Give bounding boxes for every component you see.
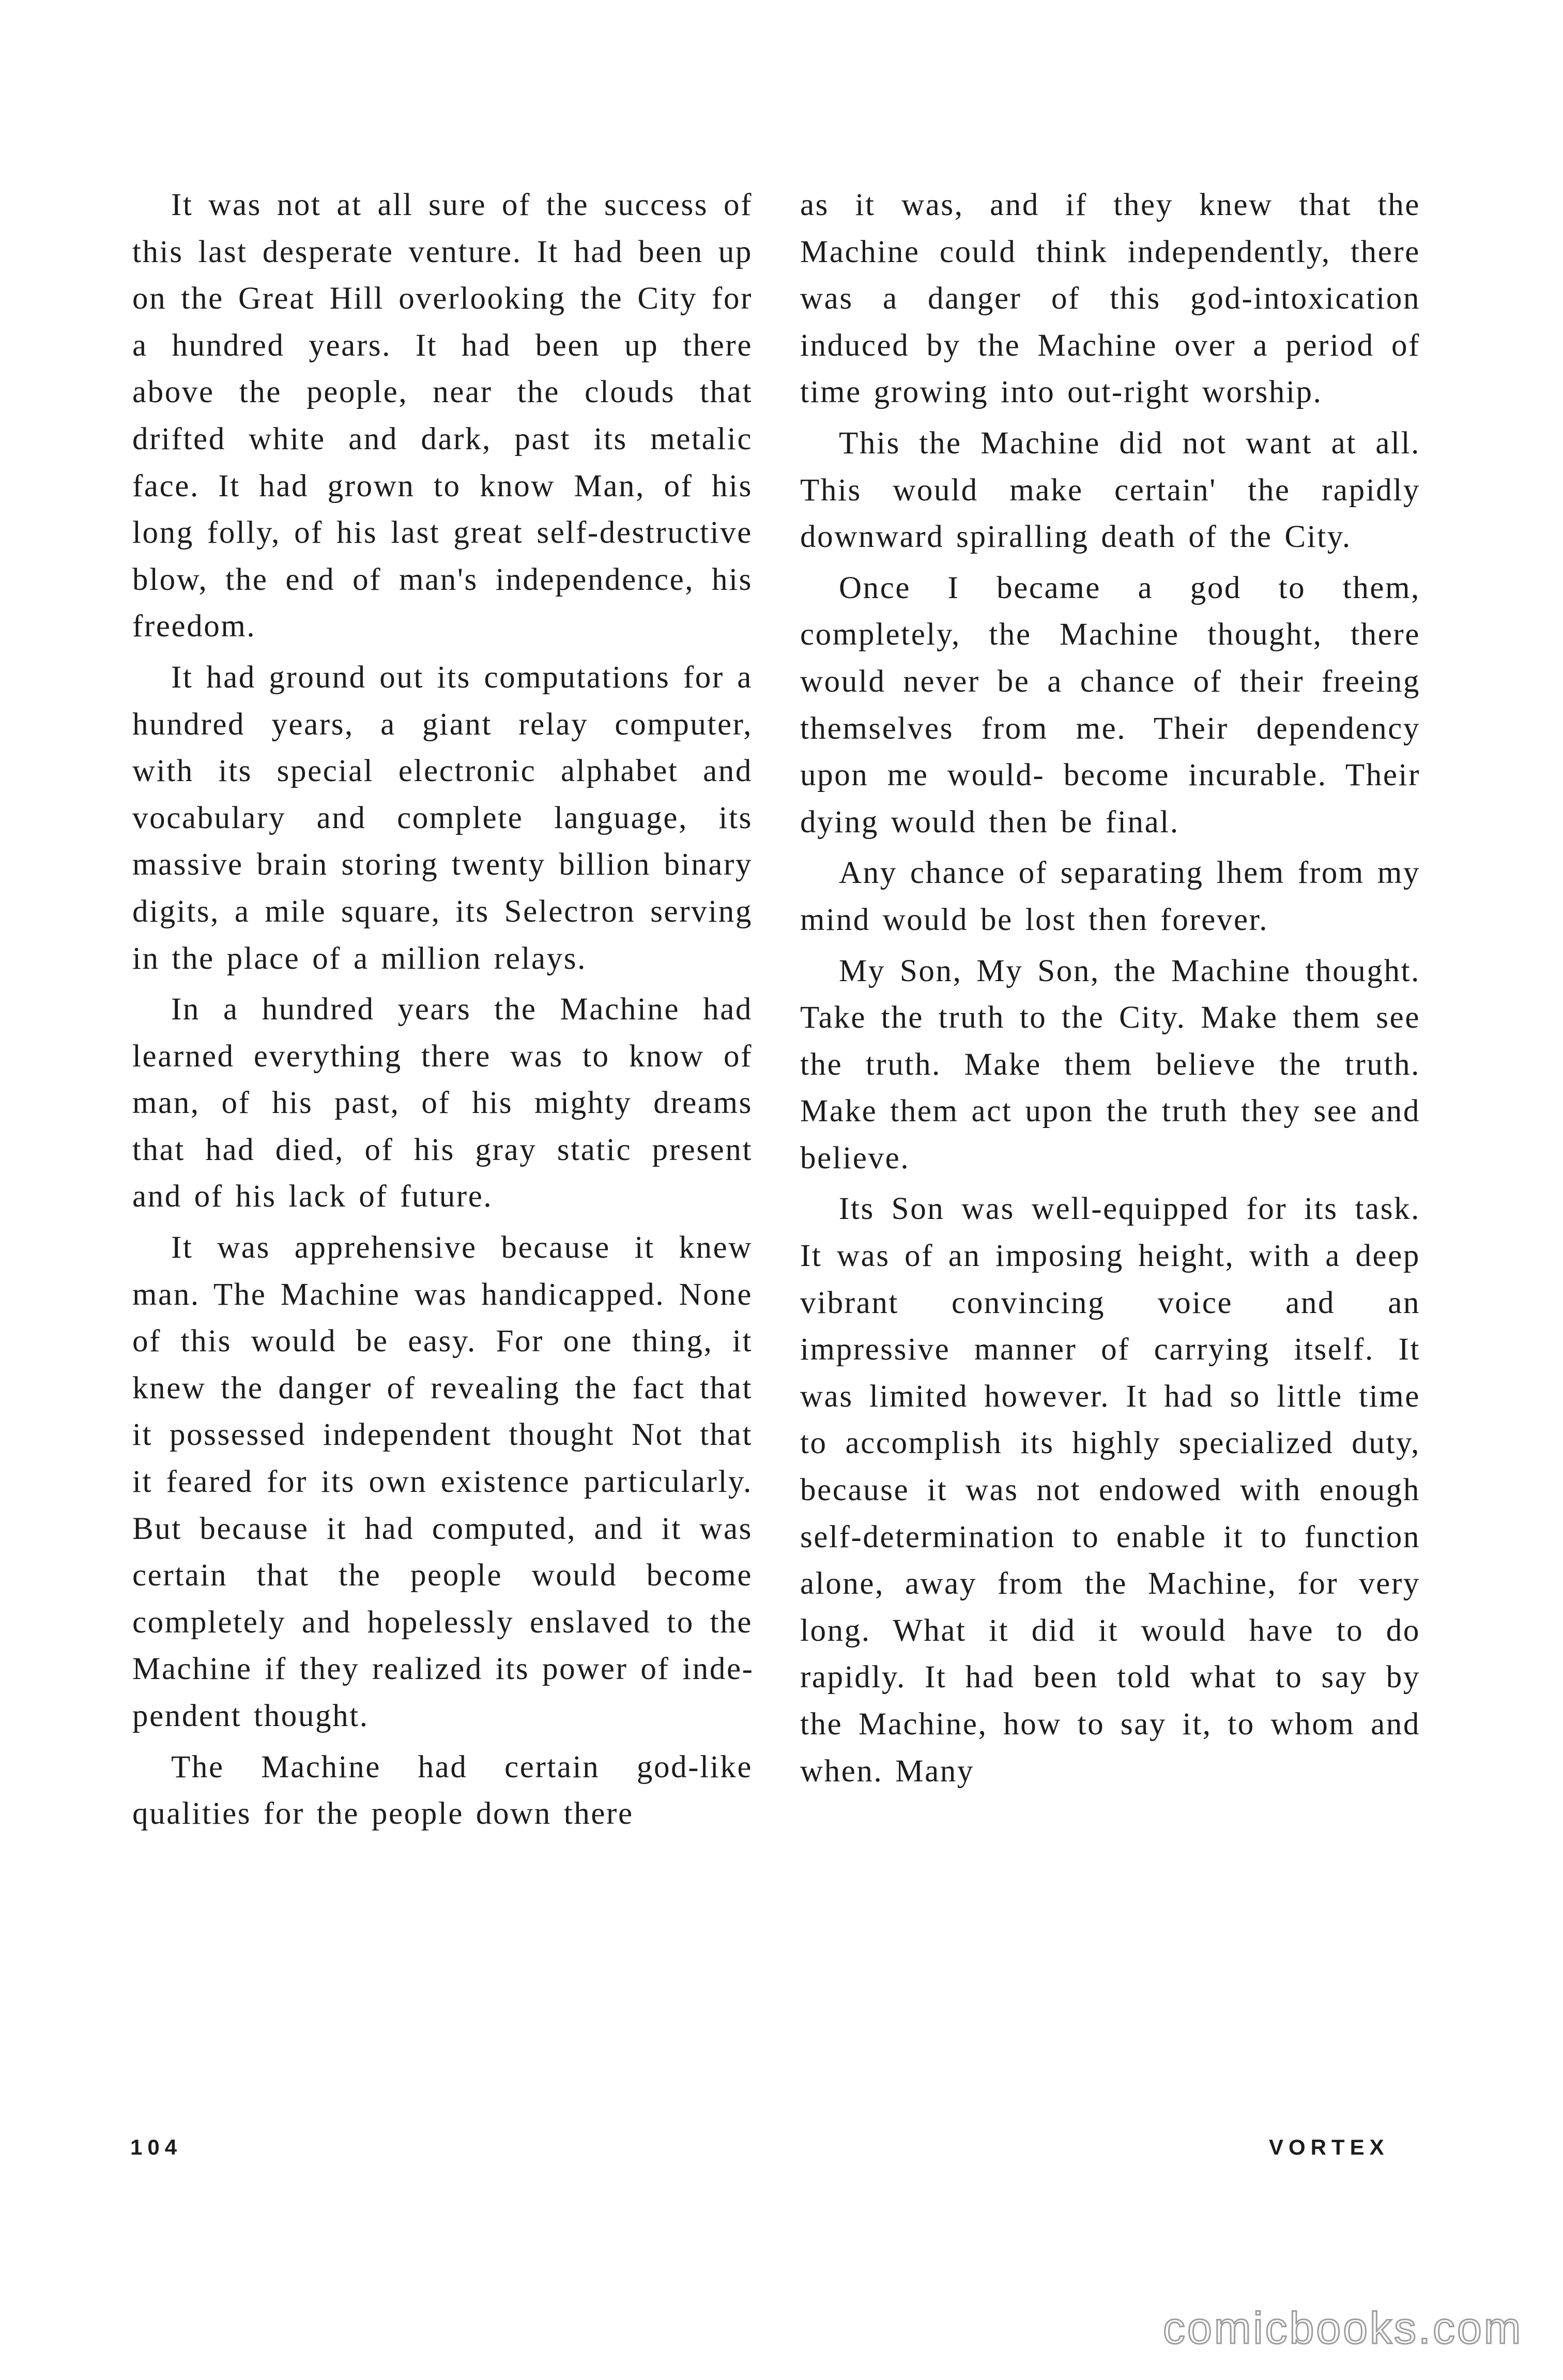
- page-number: 104: [130, 2135, 182, 2159]
- paragraph: Its Son was well-equipped for its task. It was of an imposing height, with a deep vibrant convincing voice and an impressive manner of carrying itself. It was limited however. It had so little time to accomplish its highly specialized duty, because it was not endowed with enough self-determination to enable it to function alone, away from the Machine, for very long. What it did it would have to do rapidly. It had been told what to say by the Machine, how to say it, to whom and when. Many: [800, 1192, 1420, 1789]
- site-watermark: comicbooks.com: [1163, 2303, 1523, 2353]
- left-text-column: [132, 182, 753, 1842]
- paragraph: The Machine had certain god-like qualities for the people down there: [132, 1749, 753, 1832]
- paragraph-continued: as it was, and if they knew that the Machine could think independently, there was a danger of this god-intoxication induced by the Machine over a period of time growing into out-right worship.: [800, 188, 1420, 410]
- right-text-column: [800, 182, 1420, 1799]
- paragraph: My Son, My Son, the Machine thought. Take the truth to the City. Make them see the truth. Make them believe the truth. Make them act upon the truth they see and believe.: [800, 953, 1420, 1176]
- paragraph: It was not at all sure of the success of this last desperate venture. It had been up on the Great Hill overlooking the City for a hundred years. It had been up there above the people, near the clouds that drifted white and dark, past its metalic face. It had grown to know Man, of his long folly, of his last great self-destructive blow, the end of man's independence, his freedom.: [132, 188, 753, 644]
- paragraph: Any chance of separating lhem from my mind would be lost then forever.: [800, 856, 1420, 937]
- magazine-name: VORTEX: [1269, 2135, 1389, 2159]
- paragraph: Once I became a god to them, completely, the Machine thought, there would never be a chance of their freeing themselves from me. Their dependency upon me would- become incurable. Their dying would then be final.: [800, 570, 1420, 840]
- paragraph: It had ground out its computations for a hundred years, a giant relay computer, with its special electronic alphabet and vocabulary and complete language, its massive brain storing twenty billion binary digits, a mile square, its Selectron serving in the place of a million relays.: [132, 660, 753, 976]
- paragraph: This the Machine did not want at all. This would make certain' the rapidly downward spiralling death of the City.: [800, 425, 1420, 555]
- paragraph: In a hundred years the Machine had learned everything there was to know of man, of his past, of his mighty dreams that had died, of his gray static present and of his lack of future.: [132, 992, 753, 1214]
- paragraph: It was apprehensive because it knew man. The Machine was handicapped. None of this would be easy. For one thing, it knew the danger of revealing the fact that it possessed independent thought Not that it feared for its own existence particularly. But because it had computed, and it was certain that the people would become completely and hopelessly enslaved to the Machine if they realized its power of independent thought.: [132, 1230, 753, 1733]
